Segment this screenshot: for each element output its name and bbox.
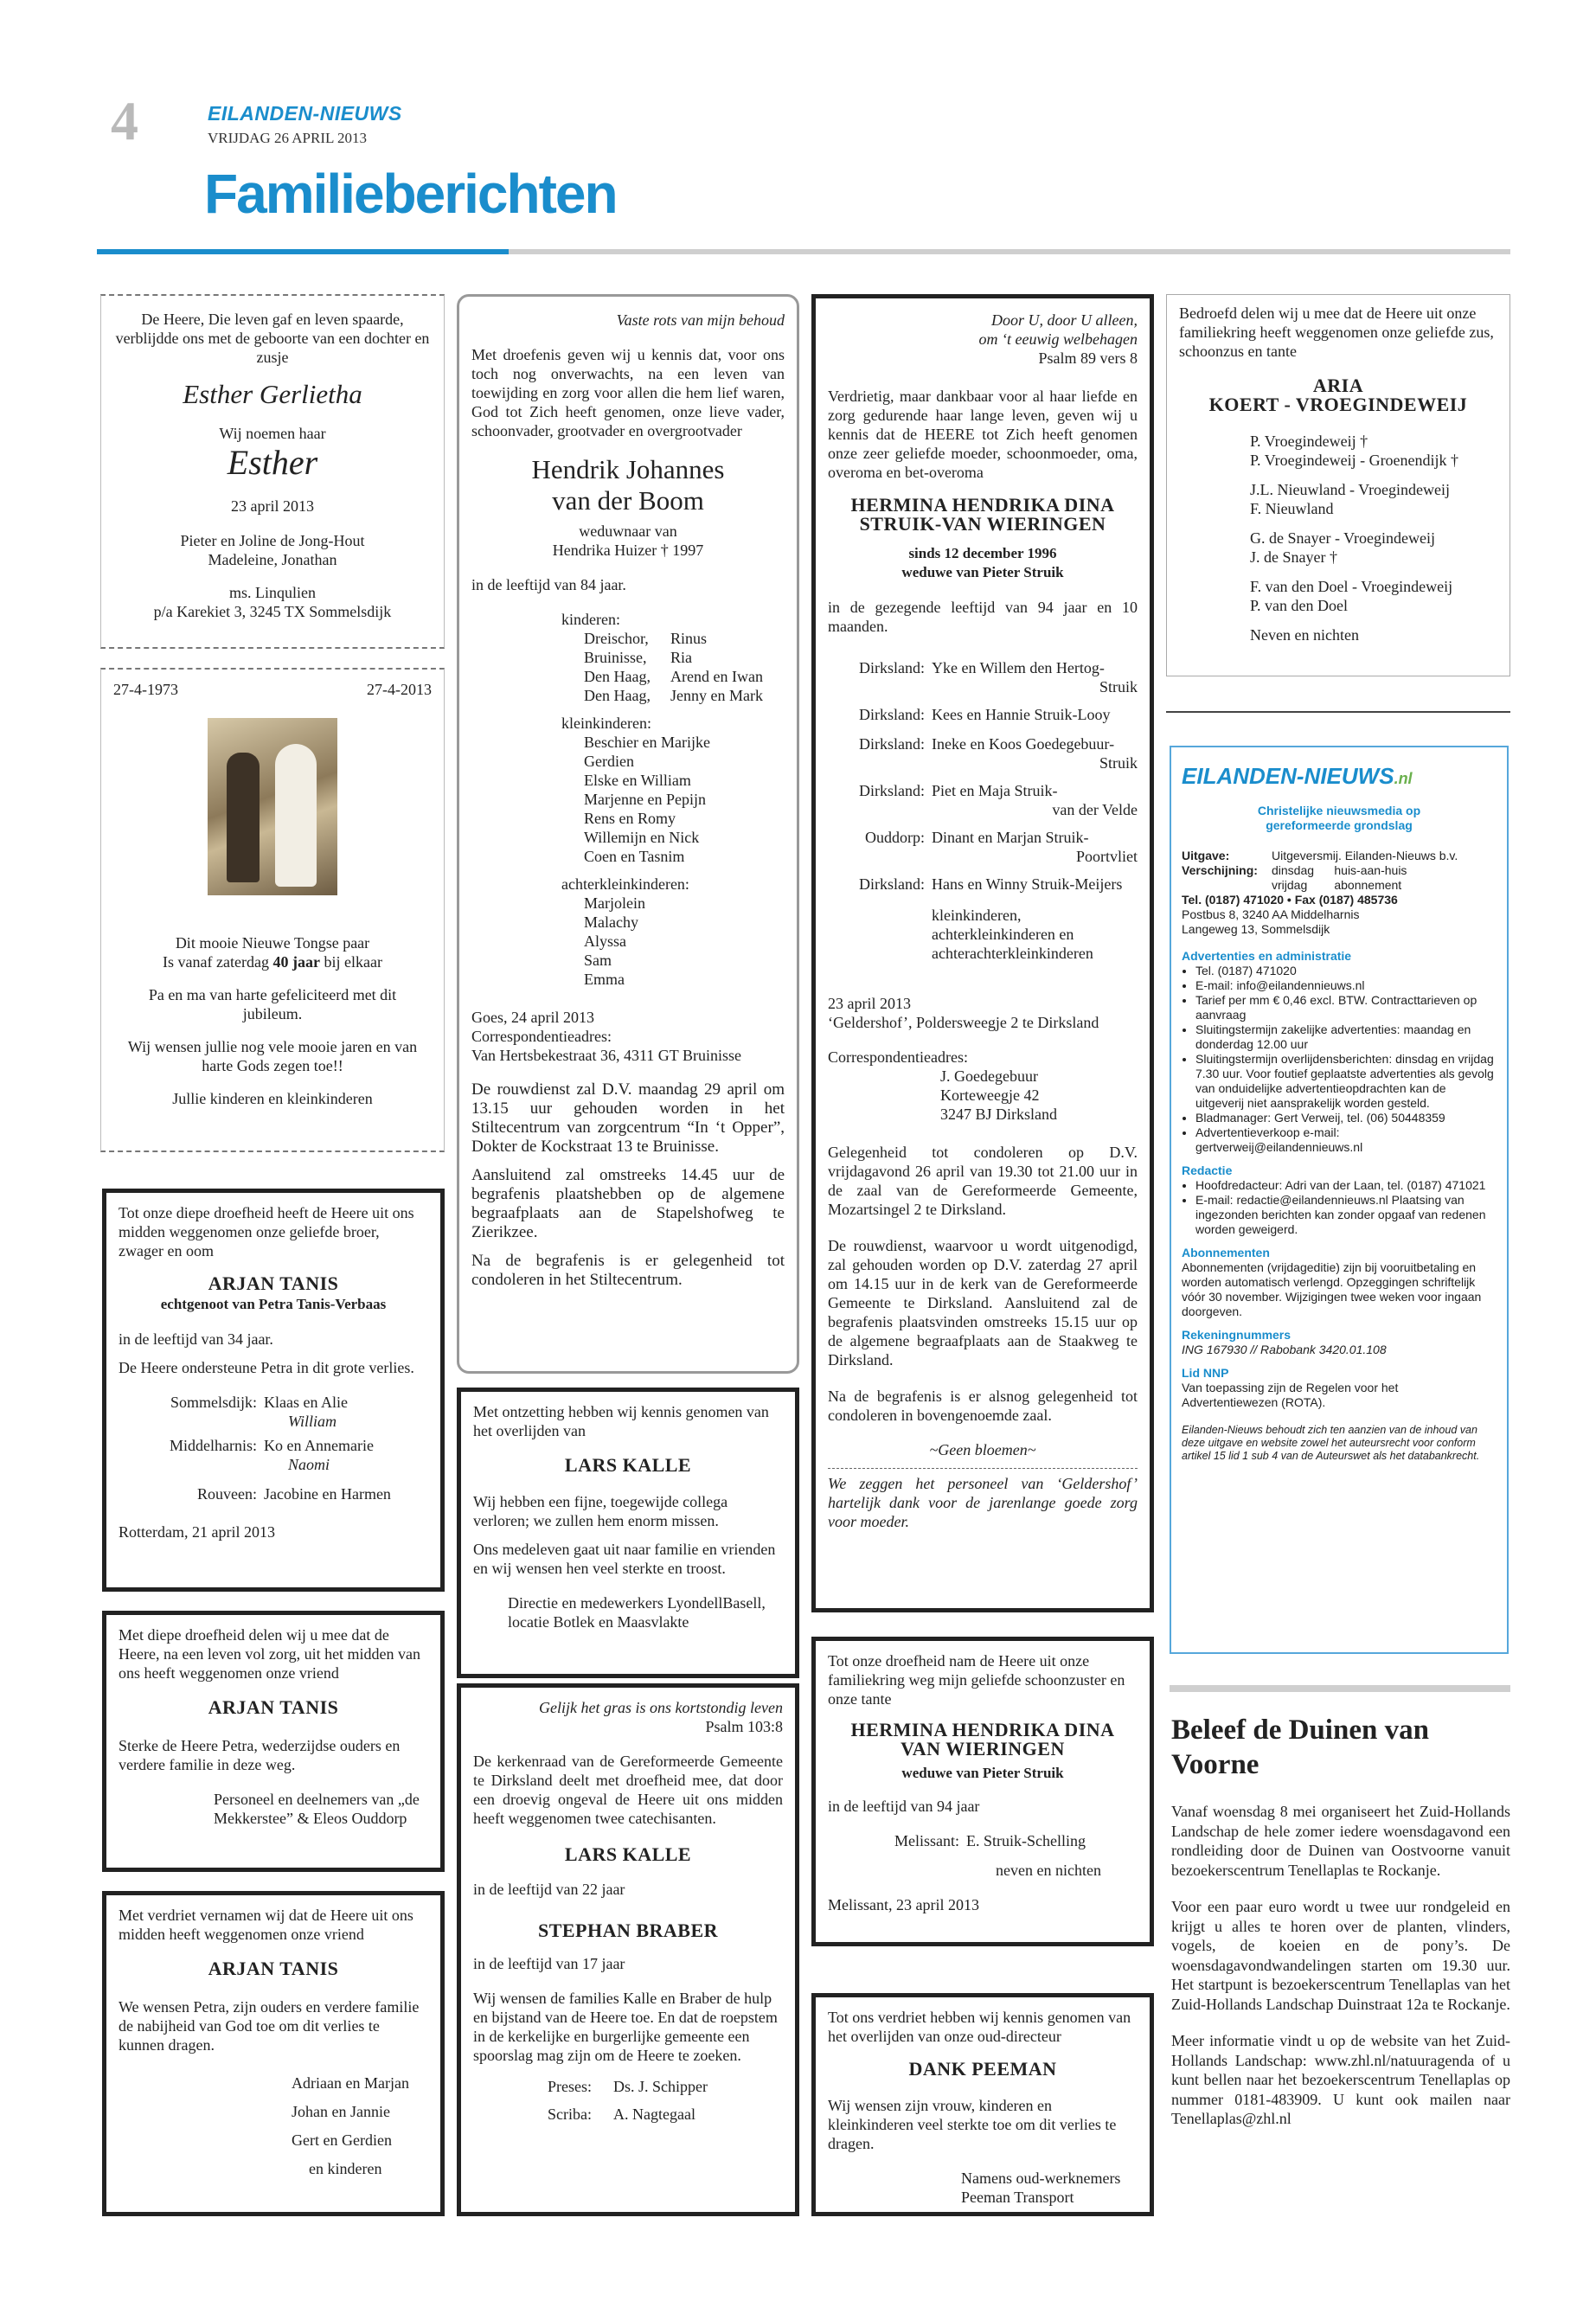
koert-relative: F. Nieuwland xyxy=(1250,500,1334,517)
wier1-addr-1: J. Goedegebuur xyxy=(940,1067,1038,1085)
birth-address-1: ms. Linqulien xyxy=(229,584,316,601)
grandkid: Willemijn en Nick xyxy=(584,829,700,846)
colophon-adv-heading: Advertenties en administratie xyxy=(1182,949,1352,963)
birth-address-2: p/a Karekiet 3, 3245 TX Sommelsdijk xyxy=(153,603,392,620)
greatgrandkid: Sam xyxy=(584,952,612,969)
wier1-name-1: HERMINA HENDRIKA DINA xyxy=(850,494,1115,516)
dashed-divider xyxy=(828,1468,1138,1469)
article-paragraph: Meer informatie vindt u op de website van het Zuid-Hollands Landschap: www.zhl.nl/natuuragenda of u kunt bellen naar het bezoekerscentrum Tenellaplas op nummer 0181-483909. U kunt ook mailen naar Tenellaplas@zhl.nl xyxy=(1171,2032,1510,2127)
boom-service: De rouwdienst zal D.V. maandag 29 april om 13.15 uur gehouden worden in het Stiltecentrum van zorgcentrum “In ‘t Opper”, Dokter de Kockstraat 13 te Bruinisse. xyxy=(471,1080,785,1156)
jubilee-line4: Wij wensen jullie nog vele mooie jaren en van harte Gods zegen toe!! xyxy=(127,1038,418,1074)
wier2-who2: neven en nichten xyxy=(996,1862,1101,1879)
rel-a: Kees en Hannie Struik-Looy xyxy=(932,706,1111,723)
wier1-corr: Correspondentieadres: xyxy=(828,1048,968,1066)
tanis2-wish: Sterke de Heere Petra, wederzijdse ouders en verdere familie in deze weg. xyxy=(119,1737,401,1773)
boom-spouse: Hendrika Huizer † 1997 xyxy=(552,542,704,559)
tanis2-intro: Met diepe droefheid delen wij u mee dat de Heere, na een leven vol zorg, uit het midden van ons heeft weggenomen onze vriend xyxy=(119,1626,421,1682)
jubilee-years: 40 jaar xyxy=(272,953,320,971)
wier2-footer: Melissant, 23 april 2013 xyxy=(828,1896,979,1913)
tanis1-intro: Tot onze diepe droefheid heeft de Heere uit ons midden weggenomen onze geliefde broer, zwager en oom xyxy=(119,1204,414,1259)
greatgrandkid: Emma xyxy=(584,971,625,988)
rel-who: Ko en Annemarie xyxy=(264,1437,374,1454)
wier1-condole: Gelegenheid tot condoleren op D.V. vrijdagavond 26 april van 19.30 tot 21.00 uur in de zaal van de Gereformeerde Gemeente, Mozartsingel 2 te Dirksland. xyxy=(828,1144,1138,1218)
wieringen-announcement-2 xyxy=(811,1637,1154,1946)
colophon-street: Langeweg 13, Sommelsdijk xyxy=(1182,922,1330,936)
wier1-descendants: kleinkinderen, achterkleinkinderen en achterachterkleinkinderen xyxy=(932,907,1093,962)
colophon-postbus: Postbus 8, 3240 AA Middelharnis xyxy=(1182,907,1360,921)
colophon-red-item: • Hoofdredacteur: Adri van der Laan, tel. (0187) 471021 xyxy=(1195,1178,1497,1193)
article-paragraph: Voor een paar euro wordt u twee uur rondgeleid en krijgt u alles te horen over de planten, vlinders, vogels, de koeien en de pony’s. De woensdagavondwandelingen starten om 19.30 uur. Het startpunt is bezoekerscentrum Tenellaplas van het Zuid-Hollands Landschap Duinstraat 12a te Rockanje. xyxy=(1171,1898,1510,2013)
wier1-motto-1: Door U, door U alleen, xyxy=(991,311,1138,329)
peeman-sign-1: Namens oud-werknemers xyxy=(961,2170,1121,2187)
wier2-age: in de leeftijd van 94 jaar xyxy=(828,1798,980,1815)
colophon-logo: EILANDEN-NIEUWS xyxy=(1182,763,1394,789)
koert-relative: P. van den Doel xyxy=(1250,597,1348,614)
rel-b: van der Velde xyxy=(1052,801,1138,818)
jubilee-date-left: 27-4-1973 xyxy=(113,681,178,698)
boom-intro: Met droefenis geven wij u kennis dat, voor ons toch nog onverwachts, na een leven van toewijding en zorg voor allen die hem lief waren, God tot Zich heeft genomen, onze lieve vader, schoonvader, grootvader en overgrootvader xyxy=(471,346,785,439)
peeman-announcement xyxy=(811,1993,1154,2216)
colophon-nnp-heading: Lid NNP xyxy=(1182,1366,1229,1380)
birth-name: Esther Gerlietha xyxy=(183,379,362,409)
colophon-versch-2: vrijdag abonnement xyxy=(1272,878,1402,892)
wier1-home: ‘Geldershof’, Poldersweegje 2 te Dirksland xyxy=(828,1014,1099,1031)
birth-announcement xyxy=(100,294,445,649)
rel-sub: Naomi xyxy=(288,1456,330,1473)
kalle2-name-1: LARS KALLE xyxy=(564,1843,692,1865)
wier1-addr-3: 3247 BJ Dirksland xyxy=(940,1106,1057,1123)
birth-date: 23 april 2013 xyxy=(231,497,314,515)
grandkid: Elske en William xyxy=(584,772,691,789)
greatgrandkid: Alyssa xyxy=(584,933,626,950)
koert-relative: J. de Snayer † xyxy=(1250,548,1337,566)
boom-age: in de leeftijd van 84 jaar. xyxy=(471,576,626,593)
peeman-intro: Tot ons verdriet hebben wij kennis genomen van het overlijden van onze oud-directeur xyxy=(828,2009,1131,2045)
wier1-name-2: STRUIK-VAN WIERINGEN xyxy=(859,513,1106,535)
sig-role: Scriba: xyxy=(548,2106,592,2123)
rel-place: Dirksland: xyxy=(859,735,925,753)
rel-a: Ineke en Koos Goedegebuur- xyxy=(932,735,1115,753)
rel-who: Klaas en Alie xyxy=(264,1394,348,1411)
greatgrandkid: Marjolein xyxy=(584,894,645,912)
greatgrandkid: Malachy xyxy=(584,913,638,931)
birth-call-name: Esther xyxy=(227,443,318,482)
koert-name-2: KOERT - VROEGINDEWEIJ xyxy=(1208,394,1468,415)
wier2-who: E. Struik-Schelling xyxy=(966,1832,1086,1849)
wier1-widow: weduwe van Pieter Struik xyxy=(901,564,1064,580)
jubilee-line1: Dit mooie Nieuwe Tongse paar xyxy=(175,934,370,952)
colophon-nnp-text: Van toepassing zijn de Regelen voor het Advertentiewezen (ROTA). xyxy=(1182,1381,1399,1409)
colophon-red-item[interactable]: • E-mail: redactie@eilandennieuws.nl Plaatsing van ingezonden berichten kan zonder opgaaf van redenen worden geweigerd. xyxy=(1195,1193,1497,1237)
koert-relative: J.L. Nieuwland - Vroegindeweij xyxy=(1250,481,1451,498)
tanis-announcement-2 xyxy=(102,1611,445,1872)
wier2-place: Melissant: xyxy=(894,1832,959,1849)
boom-corr: Correspondentieadres: xyxy=(471,1028,612,1045)
rel-a: Hans en Winny Struik-Meijers xyxy=(932,875,1123,893)
grandkid: Coen en Tasnim xyxy=(584,848,685,865)
tanis1-wish: De Heere ondersteune Petra in dit grote verlies. xyxy=(119,1359,414,1376)
colophon-tel: Tel. (0187) 471020 • Fax (0187) 485736 xyxy=(1182,893,1398,907)
colophon-adv-item[interactable]: • E-mail: info@eilandennieuws.nl xyxy=(1195,978,1497,993)
wier1-date: 23 april 2013 xyxy=(828,995,911,1012)
rel-b: Struik xyxy=(1099,754,1138,772)
sig-name: A. Nagtegaal xyxy=(613,2106,695,2123)
tanis3-wish: We wensen Petra, zijn ouders en verdere familie de nabijheid van God toe om dit verlies te kunnen dragen. xyxy=(119,1998,420,2054)
wier1-ref: Psalm 89 vers 8 xyxy=(1038,349,1138,367)
grandkid: Marjenne en Pepijn xyxy=(584,791,706,808)
kalle-announcement-1 xyxy=(457,1388,799,1678)
colophon-versch-1: dinsdag huis-aan-huis xyxy=(1272,863,1407,877)
wier1-addr-2: Korteweegje 42 xyxy=(940,1086,1040,1104)
tanis2-name: ARJAN TANIS xyxy=(208,1696,339,1718)
tanis1-name: ARJAN TANIS xyxy=(208,1272,339,1294)
birth-siblings: Madeleine, Jonathan xyxy=(208,551,337,568)
colophon-abo-text: Abonnementen (vrijdageditie) zijn bij vooruitbetaling en worden automatisch verlengd. Opzeggingen schriftelijk vóór 30 november. Wijzigingen twee weken voor ingaan doorgeven. xyxy=(1182,1260,1482,1318)
tanis3-sign: Adriaan en Marjan xyxy=(292,2074,409,2092)
colophon-logo-suffix: .nl xyxy=(1394,770,1413,787)
koert-relative: P. Vroegindeweij † xyxy=(1250,433,1368,450)
tanis3-sign: en kinderen xyxy=(309,2160,382,2177)
tanis3-intro: Met verdriet vernamen wij dat de Heere uit ons midden heeft weggenomen onze vriend xyxy=(119,1907,413,1943)
koert-announcement xyxy=(1166,294,1510,676)
masthead-logo: EILANDEN-NIEUWS xyxy=(208,102,402,125)
colophon-rek-heading: Rekeningnummers xyxy=(1182,1328,1292,1342)
colophon-disclaimer: Eilanden-Nieuws behoudt zich ten aanzien van de inhoud van deze uitgave en website zowel het auteursrecht voor conform artikel 15 lid 1 sub 4 van de Auteurswet als het databankrecht. xyxy=(1182,1424,1480,1462)
boom-widower: weduwnaar van xyxy=(579,522,677,540)
birth-intro: De Heere, Die leven gaf en leven spaarde, verblijdde ons met de geboorte van een dochter en zusje xyxy=(115,311,430,366)
jubilee-line2b: bij elkaar xyxy=(324,953,382,971)
tanis-announcement-3 xyxy=(102,1891,445,2216)
boom-motto: Vaste rots van mijn behoud xyxy=(616,311,785,329)
jubilee-line2: Is vanaf zaterdag xyxy=(163,953,269,971)
tanis3-sign: Johan en Jannie xyxy=(292,2103,390,2120)
colophon-adv-item: • Sluitingstermijn overlijdensberichten: dinsdag en vrijdag 7.30 uur. Voor foutief geplaatste advertenties als gevolg van onduidelijke advertentieopdrachten kan de uitgeverij niet aansprakelijk worden gesteld. xyxy=(1195,1052,1497,1111)
jubilee-sign: Jullie kinderen en kleinkinderen xyxy=(172,1090,373,1107)
kalle2-age-1: in de leeftijd van 22 jaar xyxy=(473,1881,625,1898)
kid-place: Dreischor, xyxy=(584,630,649,647)
colophon-tagline: Christelijke nieuwsmedia op gereformeerde grondslag xyxy=(1257,804,1421,832)
rel-place: Ouddorp: xyxy=(865,829,925,846)
boom-condole: Na de begrafenis is er gelegenheid tot condoleren in het Stiltecentrum. xyxy=(471,1252,785,1289)
wier1-intro: Verdrietig, maar dankbaar voor al haar liefde en zorg gedurende haar lange leven, geven wij u kennis dat de HEERE tot Zich heeft genomen onze zeer geliefde moeder, schoonmoeder, oma, overoma en bet-overoma xyxy=(828,388,1138,481)
boom-address: Van Hertsbekestraat 36, 4311 GT Bruinisse xyxy=(471,1047,741,1064)
wier1-after: Na de begrafenis is er alsnog gelegenheid tot condoleren in bovengenoemde zaal. xyxy=(828,1388,1138,1424)
wier1-flowers: ~Geen bloemen~ xyxy=(929,1441,1036,1458)
colophon-versch-key: Verschijning: xyxy=(1182,863,1258,877)
colophon-red-heading: Redactie xyxy=(1182,1163,1233,1177)
wier1-age: in de gezegende leeftijd van 94 jaar en 10 maanden. xyxy=(828,599,1138,635)
greatgrandkids-heading: achterkleinkinderen: xyxy=(561,875,689,893)
rel-a: Yke en Willem den Hertog- xyxy=(932,659,1105,676)
peeman-name: DANK PEEMAN xyxy=(908,2058,1057,2080)
kalle2-wish: Wij wensen de families Kalle en Braber de hulp en bijstand van de Heere toe. En dat de roepstem in de kerkelijke en burgerlijke gemeente een spoorslag mag zijn om de Heere te zoeken. xyxy=(473,1990,778,2064)
colophon-rek-text: ING 167930 // Rabobank 3420.01.108 xyxy=(1182,1343,1387,1356)
wier1-since: sinds 12 december 1996 xyxy=(908,545,1057,561)
colophon-adv-item: • Sluitingstermijn zakelijke advertenties: maandag en donderdag 12.00 uur xyxy=(1195,1022,1497,1052)
rel-place: Rouveen: xyxy=(197,1485,257,1503)
rel-place: Dirksland: xyxy=(859,782,925,799)
kid-place: Den Haag, xyxy=(584,687,651,704)
rel-a: Piet en Maja Struik- xyxy=(932,782,1058,799)
header-rule-accent xyxy=(97,249,509,254)
birth-call-intro: Wij noemen haar xyxy=(219,425,326,442)
koert-relative: G. de Snayer - Vroegindeweij xyxy=(1250,529,1436,547)
colophon-adv-item[interactable]: • Advertentieverkoop e-mail: gertverweij@eilandennieuws.nl xyxy=(1195,1125,1497,1155)
kalle1-intro: Met ontzetting hebben wij kennis genomen van het overlijden van xyxy=(473,1403,769,1439)
kalle2-name-2: STEPHAN BRABER xyxy=(537,1920,719,1941)
boom-name-2: van der Boom xyxy=(552,485,704,516)
couple-photo xyxy=(208,718,337,895)
boom-place-date: Goes, 24 april 2013 xyxy=(471,1009,594,1026)
boom-name-1: Hendrik Johannes xyxy=(531,454,725,484)
colophon-adv-item: • Tel. (0187) 471020 xyxy=(1195,964,1497,978)
tanis1-footer: Rotterdam, 21 april 2013 xyxy=(119,1523,275,1541)
tanis-announcement-1 xyxy=(102,1189,445,1592)
wier1-service: De rouwdienst, waarvoor u wordt uitgenodigd, zal gehouden worden op D.V. zaterdag 27 april om 14.15 uur in de kerk van de Gereformeerde Gemeente te Dirksland. Aansluitend zal de begrafenis plaatsvinden omstreeks 15.15 uur op de algemene begraafplaats aan de Staakweg te Dirksland. xyxy=(828,1237,1138,1368)
rel-place: Dirksland: xyxy=(859,875,925,893)
tanis1-age: in de leeftijd van 34 jaar. xyxy=(119,1330,273,1348)
kid-name: Ria xyxy=(670,649,692,666)
kid-name: Jenny en Mark xyxy=(670,687,763,704)
article-body xyxy=(1171,1802,1510,2138)
tanis3-sign: Gert en Gerdien xyxy=(292,2131,392,2149)
kalle1-p2: Ons medeleven gaat uit naar familie en vrienden en wij wensen hen veel sterkte en troost. xyxy=(473,1541,776,1577)
jubilee-date-right: 27-4-2013 xyxy=(367,681,432,698)
rel-b: Struik xyxy=(1099,678,1138,695)
column-rule xyxy=(1166,711,1510,713)
koert-name-1: ARIA xyxy=(1312,375,1364,396)
wier1-motto-2: om ‘t eeuwig welbehagen xyxy=(978,330,1138,348)
colophon-abo-heading: Abonnementen xyxy=(1182,1246,1270,1259)
tanis1-spouse: echtgenoot van Petra Tanis-Verbaas xyxy=(160,1296,387,1312)
article-title: Beleef de Duinen van Voorne xyxy=(1171,1715,1429,1780)
wier1-thanks: We zeggen het personeel van ‘Geldershof’ hartelijk dank voor de jarenlange goede zorg voor moeder. xyxy=(828,1475,1138,1530)
jubilee-line3: Pa en ma van harte gefeliciteerd met dit jubileum. xyxy=(148,986,397,1022)
jubilee-announcement xyxy=(100,668,445,1152)
page-number: 4 xyxy=(111,90,138,151)
kid-name: Arend en Iwan xyxy=(670,668,763,685)
kalle2-intro: De kerkenraad van de Gereformeerde Gemeente te Dirksland deelt met droefheid mee, dat door een droevig ongeval de Heere uit ons midden heeft weggenomen twee catechisanten. xyxy=(473,1753,783,1827)
kalle2-motto: Gelijk het gras is ons kortstondig leven xyxy=(539,1699,783,1716)
rel-place: Sommelsdijk: xyxy=(170,1394,257,1411)
koert-relative: F. van den Doel - Vroegindeweij xyxy=(1250,578,1453,595)
article-paragraph: Vanaf woensdag 8 mei organiseert het Zuid-Hollands Landschap de hele zomer iedere woensdagavond een rondleiding door de Duinen van Oostvoorne vanuit bezoekerscentrum Tenellaplas te Rockanje. xyxy=(1171,1803,1510,1879)
kids-heading: kinderen: xyxy=(561,611,620,628)
kalle1-p1: Wij hebben een fijne, toegewijde collega verloren; we zullen hem enorm missen. xyxy=(473,1493,728,1529)
peeman-wish: Wij wensen zijn vrouw, kinderen en kleinkinderen veel sterkte toe om dit verlies te dragen. xyxy=(828,2097,1117,2152)
kid-place: Bruinisse, xyxy=(584,649,647,666)
rel-place: Middelharnis: xyxy=(170,1437,257,1454)
colophon-box xyxy=(1170,746,1509,1654)
boom-burial: Aansluitend zal omstreeks 14.45 uur de begrafenis plaatshebben op de algemene begraafplaats aan de Stapelshofweg te Zierikzee. xyxy=(471,1166,785,1241)
article-rule xyxy=(1170,1685,1510,1692)
grandkid: Gerdien xyxy=(584,753,634,770)
rel-a: Dinant en Marjan Struik- xyxy=(932,829,1089,846)
sig-role: Preses: xyxy=(548,2078,592,2095)
rel-place: Dirksland: xyxy=(859,706,925,723)
rel-b: Poortvliet xyxy=(1076,848,1138,865)
rel-who: Jacobine en Harmen xyxy=(264,1485,391,1503)
wieringen-announcement-1 xyxy=(811,294,1154,1612)
wier2-name-1: HERMINA HENDRIKA DINA xyxy=(850,1719,1115,1740)
wier2-widow: weduwe van Pieter Struik xyxy=(901,1765,1064,1781)
issue-date: VRIJDAG 26 APRIL 2013 xyxy=(208,130,368,146)
koert-relative: Neven en nichten xyxy=(1250,626,1359,644)
kalle2-age-2: in de leeftijd van 17 jaar xyxy=(473,1955,625,1972)
wier2-name-2: VAN WIERINGEN xyxy=(901,1738,1065,1759)
grandkid: Beschier en Marijke xyxy=(584,734,710,751)
kalle2-ref: Psalm 103:8 xyxy=(705,1718,783,1735)
colophon-adv-item: • Tarief per mm € 0,46 excl. BTW. Contracttarieven op aanvraag xyxy=(1195,993,1497,1022)
boom-announcement xyxy=(457,294,799,1374)
sig-name: Ds. J. Schipper xyxy=(613,2078,708,2095)
kalle1-sign: Directie en medewerkers LyondellBasell, locatie Botlek en Maasvlakte xyxy=(508,1594,766,1631)
grandkids-heading: kleinkinderen: xyxy=(561,715,651,732)
birth-parents: Pieter en Joline de Jong-Hout xyxy=(180,532,365,549)
rel-place: Dirksland: xyxy=(859,659,925,676)
tanis3-name: ARJAN TANIS xyxy=(208,1958,339,1979)
kid-place: Den Haag, xyxy=(584,668,651,685)
peeman-sign-2: Peeman Transport xyxy=(961,2189,1074,2206)
grandkid: Rens en Romy xyxy=(584,810,676,827)
colophon-uitgave-key: Uitgave: xyxy=(1182,849,1230,862)
kalle1-name: LARS KALLE xyxy=(564,1454,692,1476)
koert-intro: Bedroefd delen wij u mee dat de Heere uit onze familiekring heeft weggenomen onze geliefde zus, schoonzus en tante xyxy=(1179,304,1494,360)
koert-relative: P. Vroegindeweij - Groenendijk † xyxy=(1250,452,1459,469)
tanis2-sign: Personeel en deelnemers van „de Mekkerstee” & Eleos Ouddorp xyxy=(214,1791,420,1827)
kalle-announcement-2 xyxy=(457,1683,799,2216)
rel-sub: William xyxy=(288,1413,337,1430)
colophon-uitgave-val: Uitgeversmij. Eilanden-Nieuws b.v. xyxy=(1272,849,1458,862)
kid-name: Rinus xyxy=(670,630,708,647)
colophon-adv-item: • Bladmanager: Gert Verweij, tel. (06) 50448359 xyxy=(1195,1111,1497,1125)
section-title: Familieberichten xyxy=(204,163,617,225)
wier2-intro: Tot onze droefheid nam de Heere uit onze familiekring weg mijn geliefde schoonzuster en onze tante xyxy=(828,1652,1125,1708)
